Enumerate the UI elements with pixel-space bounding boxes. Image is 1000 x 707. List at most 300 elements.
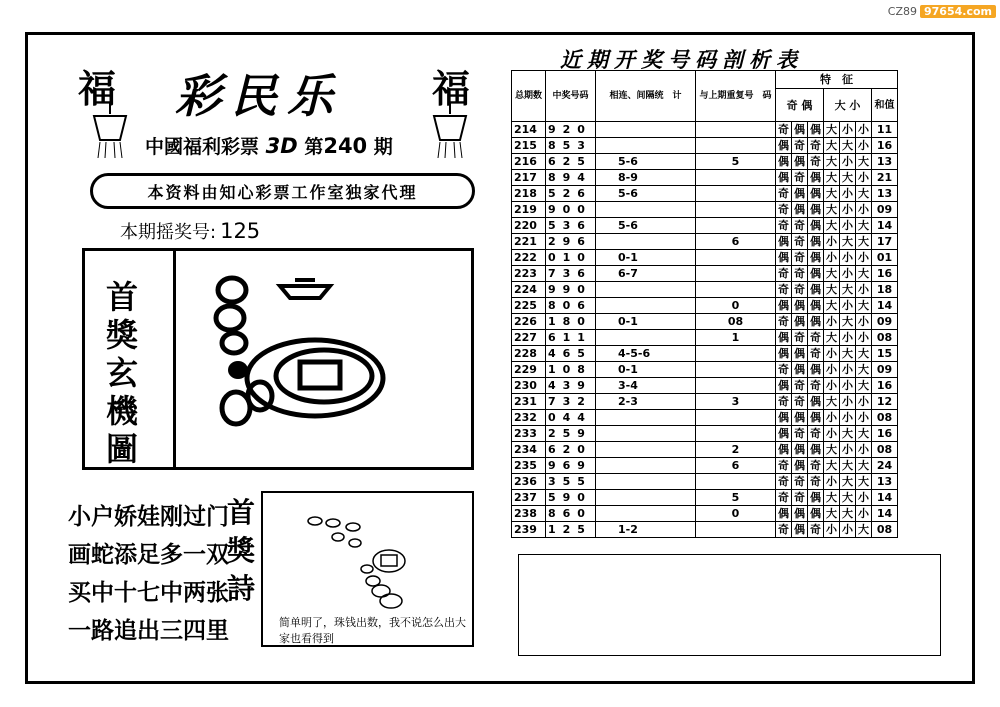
header-number: 中奖号码: [546, 71, 596, 122]
watermark-site: 97654.com: [920, 5, 996, 18]
cell-parity: 偶: [792, 202, 808, 218]
cell-number: 860: [546, 506, 596, 522]
cell-number: 259: [546, 426, 596, 442]
puzzle-divider: [173, 251, 176, 467]
issue-3d: 3D: [265, 134, 298, 158]
cell-parity: 偶: [792, 154, 808, 170]
cell-gap: 0-1: [596, 362, 696, 378]
cell-size: 小: [856, 122, 872, 138]
cell-parity: 偶: [776, 410, 792, 426]
table-row: [512, 522, 898, 538]
cell-issue: 218: [512, 186, 546, 202]
cell-sum: 09: [872, 202, 898, 218]
table-row: [512, 154, 898, 170]
watermark: [885, 2, 996, 20]
cell-size: 大: [824, 458, 840, 474]
cell-parity: 偶: [808, 362, 824, 378]
cell-size: 小: [856, 314, 872, 330]
cell-size: 大: [856, 218, 872, 234]
cell-size: 小: [840, 122, 856, 138]
cell-parity: 奇: [792, 426, 808, 442]
cell-parity: 奇: [808, 474, 824, 490]
cell-number: 625: [546, 154, 596, 170]
cell-size: 小: [824, 410, 840, 426]
header-sum: 和值: [872, 89, 898, 122]
cell-issue: 232: [512, 410, 546, 426]
cell-size: 大: [856, 186, 872, 202]
cell-repeat: [696, 426, 776, 442]
cell-parity: 偶: [808, 218, 824, 234]
cell-size: 小: [824, 362, 840, 378]
cell-parity: 奇: [792, 378, 808, 394]
cell-size: 小: [840, 298, 856, 314]
cell-size: 大: [840, 170, 856, 186]
cell-sum: 24: [872, 458, 898, 474]
puzzle-label-char: 圖: [105, 430, 138, 468]
header-feature: 特 征: [776, 71, 898, 89]
header-size: 大 小: [824, 89, 872, 122]
cell-parity: 奇: [776, 522, 792, 538]
cell-size: 大: [824, 330, 840, 346]
cell-sum: 13: [872, 186, 898, 202]
cell-size: 大: [856, 362, 872, 378]
table-row: [512, 442, 898, 458]
cell-size: 小: [856, 442, 872, 458]
table-row: [512, 458, 898, 474]
cell-size: 小: [856, 282, 872, 298]
cell-gap: [596, 298, 696, 314]
cell-parity: 偶: [808, 394, 824, 410]
cell-number: 732: [546, 394, 596, 410]
table-row: [512, 202, 898, 218]
cell-number: 590: [546, 490, 596, 506]
cell-sum: 16: [872, 426, 898, 442]
cell-size: 小: [824, 378, 840, 394]
cell-issue: 236: [512, 474, 546, 490]
cell-parity: 奇: [808, 458, 824, 474]
cell-gap: 0-1: [596, 250, 696, 266]
lantern-tassel-left: [80, 100, 140, 160]
cell-repeat: 6: [696, 458, 776, 474]
cell-size: 大: [856, 234, 872, 250]
header-issue: 总期数: [512, 71, 546, 122]
cell-sum: 09: [872, 362, 898, 378]
cell-sum: 15: [872, 346, 898, 362]
cell-parity: 奇: [776, 122, 792, 138]
cell-gap: [596, 506, 696, 522]
cell-sum: 18: [872, 282, 898, 298]
cell-number: 296: [546, 234, 596, 250]
cell-repeat: [696, 202, 776, 218]
cell-size: 小: [856, 394, 872, 410]
cell-size: 大: [856, 266, 872, 282]
cell-repeat: [696, 122, 776, 138]
cell-parity: 偶: [792, 442, 808, 458]
cell-size: 大: [824, 170, 840, 186]
cell-number: 620: [546, 442, 596, 458]
cell-number: 536: [546, 218, 596, 234]
table-title: 近期开奖号码剖析表: [560, 47, 803, 72]
cell-parity: 偶: [776, 154, 792, 170]
cell-gap: [596, 330, 696, 346]
cell-size: 小: [840, 202, 856, 218]
cell-repeat: [696, 266, 776, 282]
cell-sum: 09: [872, 314, 898, 330]
cell-parity: 偶: [808, 170, 824, 186]
cell-size: 大: [824, 154, 840, 170]
table-row: [512, 394, 898, 410]
cell-size: 大: [824, 394, 840, 410]
cell-repeat: [696, 410, 776, 426]
cell-issue: 235: [512, 458, 546, 474]
header-gap: 相连、间隔统 计: [596, 71, 696, 122]
table-row: [512, 346, 898, 362]
cell-parity: 偶: [808, 442, 824, 458]
cell-size: 小: [840, 362, 856, 378]
header-repeat: 与上期重复号 码: [696, 71, 776, 122]
cell-size: 大: [824, 298, 840, 314]
cell-number: 969: [546, 458, 596, 474]
cell-size: 小: [840, 442, 856, 458]
cell-size: 小: [824, 314, 840, 330]
cell-number: 611: [546, 330, 596, 346]
cell-repeat: 1: [696, 330, 776, 346]
table-row: [512, 474, 898, 490]
table-row: [512, 266, 898, 282]
table-row: [512, 506, 898, 522]
poem-line: 一路追出三四里: [68, 618, 229, 644]
poem-title-char: 詩: [226, 572, 255, 605]
cell-parity: 偶: [808, 202, 824, 218]
cell-parity: 奇: [776, 458, 792, 474]
draw-number: 125: [220, 219, 261, 243]
issue-di: 第: [304, 136, 324, 158]
cell-sum: 16: [872, 378, 898, 394]
cell-size: 小: [840, 410, 856, 426]
cell-size: 小: [856, 170, 872, 186]
draw-number-line: [120, 218, 260, 244]
cell-parity: 奇: [792, 330, 808, 346]
cell-size: 大: [856, 298, 872, 314]
cell-size: 大: [840, 506, 856, 522]
cell-parity: 奇: [792, 170, 808, 186]
cell-parity: 偶: [808, 410, 824, 426]
puzzle-label-char: 獎: [105, 316, 138, 354]
cell-parity: 偶: [776, 170, 792, 186]
table-row: [512, 378, 898, 394]
cell-parity: 偶: [792, 458, 808, 474]
fu-left: 福: [78, 66, 117, 111]
cell-issue: 230: [512, 378, 546, 394]
cell-size: 大: [840, 490, 856, 506]
cell-repeat: [696, 346, 776, 362]
cell-issue: 238: [512, 506, 546, 522]
cell-repeat: 3: [696, 394, 776, 410]
cell-parity: 奇: [808, 522, 824, 538]
prize-poem: [68, 498, 229, 650]
cell-parity: 奇: [776, 490, 792, 506]
table-row: [512, 410, 898, 426]
cell-size: 大: [840, 474, 856, 490]
cell-repeat: 2: [696, 442, 776, 458]
cell-size: 大: [840, 314, 856, 330]
cell-repeat: 5: [696, 154, 776, 170]
lantern-tassel-right: [420, 100, 480, 160]
cell-sum: 16: [872, 138, 898, 154]
cell-parity: 偶: [776, 346, 792, 362]
cell-parity: 奇: [776, 394, 792, 410]
cell-parity: 偶: [776, 330, 792, 346]
cell-repeat: [696, 522, 776, 538]
puzzle-label: [102, 278, 142, 468]
cell-parity: 偶: [792, 298, 808, 314]
cell-parity: 偶: [776, 442, 792, 458]
cell-parity: 奇: [792, 266, 808, 282]
cell-parity: 偶: [776, 426, 792, 442]
cell-size: 小: [856, 138, 872, 154]
cell-parity: 偶: [808, 266, 824, 282]
cell-parity: 偶: [776, 250, 792, 266]
cell-repeat: [696, 186, 776, 202]
cell-parity: 奇: [792, 490, 808, 506]
cell-parity: 偶: [808, 122, 824, 138]
cell-size: 大: [824, 266, 840, 282]
cell-issue: 231: [512, 394, 546, 410]
cell-number: 108: [546, 362, 596, 378]
cell-size: 小: [824, 234, 840, 250]
cell-number: 736: [546, 266, 596, 282]
cell-sum: 14: [872, 298, 898, 314]
cell-size: 大: [824, 282, 840, 298]
cell-repeat: [696, 474, 776, 490]
hint-caption: 简单明了，珠钱出数，我不说怎么出大家也看得到: [279, 616, 466, 645]
cell-number: 355: [546, 474, 596, 490]
cell-parity: 奇: [776, 314, 792, 330]
cell-size: 大: [824, 122, 840, 138]
table-row: [512, 250, 898, 266]
poem-line: 买中十七中两张: [68, 580, 229, 606]
cell-issue: 217: [512, 170, 546, 186]
cell-size: 小: [856, 250, 872, 266]
table-row: [512, 234, 898, 250]
cell-parity: 奇: [792, 394, 808, 410]
cell-parity: 奇: [776, 202, 792, 218]
cell-size: 大: [824, 490, 840, 506]
cell-size: 小: [840, 394, 856, 410]
cell-gap: [596, 122, 696, 138]
cell-size: 小: [840, 154, 856, 170]
cell-sum: 08: [872, 410, 898, 426]
cell-parity: 奇: [808, 378, 824, 394]
cell-size: 大: [856, 522, 872, 538]
cell-sum: 12: [872, 394, 898, 410]
cell-parity: 偶: [808, 250, 824, 266]
cell-gap: [596, 138, 696, 154]
cell-number: 900: [546, 202, 596, 218]
cell-size: 小: [824, 522, 840, 538]
cell-issue: 215: [512, 138, 546, 154]
cell-size: 大: [824, 186, 840, 202]
cell-sum: 08: [872, 442, 898, 458]
cell-parity: 偶: [792, 362, 808, 378]
cell-parity: 偶: [792, 522, 808, 538]
table-row: [512, 282, 898, 298]
cell-size: 大: [824, 138, 840, 154]
agent-banner: 本资料由知心彩票工作室独家代理: [90, 173, 475, 209]
cell-size: 大: [840, 346, 856, 362]
cell-parity: 奇: [792, 282, 808, 298]
cell-size: 小: [824, 250, 840, 266]
cell-sum: 13: [872, 474, 898, 490]
cell-issue: 223: [512, 266, 546, 282]
cell-parity: 偶: [792, 506, 808, 522]
table-row: [512, 330, 898, 346]
cell-parity: 奇: [776, 282, 792, 298]
cell-repeat: [696, 218, 776, 234]
cell-size: 小: [856, 490, 872, 506]
cell-parity: 偶: [808, 314, 824, 330]
table-row: [512, 138, 898, 154]
cell-size: 大: [824, 506, 840, 522]
cell-gap: 0-1: [596, 314, 696, 330]
issue-number: 240: [323, 134, 368, 158]
table-row: [512, 314, 898, 330]
cell-gap: [596, 410, 696, 426]
cell-size: 小: [824, 426, 840, 442]
cell-parity: 奇: [776, 266, 792, 282]
cell-size: 大: [824, 218, 840, 234]
cell-size: 大: [840, 458, 856, 474]
cell-size: 大: [840, 282, 856, 298]
cell-parity: 偶: [808, 490, 824, 506]
cell-gap: 3-4: [596, 378, 696, 394]
cell-issue: 239: [512, 522, 546, 538]
cell-gap: [596, 442, 696, 458]
table-row: [512, 186, 898, 202]
cell-issue: 224: [512, 282, 546, 298]
fu-right: 福: [432, 66, 471, 111]
cell-parity: 奇: [808, 426, 824, 442]
draw-label: 本期摇奖号:: [120, 222, 217, 243]
cell-repeat: 6: [696, 234, 776, 250]
cell-parity: 奇: [776, 362, 792, 378]
cell-parity: 奇: [776, 474, 792, 490]
cell-repeat: [696, 282, 776, 298]
cell-size: 大: [856, 378, 872, 394]
cell-sum: 16: [872, 266, 898, 282]
cell-issue: 219: [512, 202, 546, 218]
cell-parity: 偶: [792, 314, 808, 330]
cell-size: 大: [840, 138, 856, 154]
cell-parity: 偶: [808, 282, 824, 298]
cell-gap: 5-6: [596, 154, 696, 170]
cell-number: 125: [546, 522, 596, 538]
cell-sum: 14: [872, 506, 898, 522]
cell-size: 大: [856, 154, 872, 170]
cell-size: 小: [856, 202, 872, 218]
cell-parity: 偶: [776, 378, 792, 394]
cell-gap: [596, 234, 696, 250]
cell-issue: 221: [512, 234, 546, 250]
cell-issue: 216: [512, 154, 546, 170]
cell-repeat: 0: [696, 506, 776, 522]
cell-parity: 偶: [792, 410, 808, 426]
cell-number: 806: [546, 298, 596, 314]
table-row: [512, 218, 898, 234]
cell-number: 920: [546, 122, 596, 138]
cell-size: 小: [840, 186, 856, 202]
table-row: [512, 170, 898, 186]
cell-gap: [596, 474, 696, 490]
puzzle-label-char: 機: [105, 392, 138, 430]
cell-size: 大: [856, 474, 872, 490]
cell-repeat: 5: [696, 490, 776, 506]
cell-sum: 17: [872, 234, 898, 250]
header-parity: 奇 偶: [776, 89, 824, 122]
cell-parity: 偶: [808, 506, 824, 522]
cell-repeat: [696, 378, 776, 394]
cell-parity: 奇: [808, 330, 824, 346]
cell-issue: 227: [512, 330, 546, 346]
cell-sum: 14: [872, 490, 898, 506]
cell-gap: [596, 202, 696, 218]
cell-sum: 08: [872, 522, 898, 538]
cell-parity: 奇: [792, 250, 808, 266]
cell-size: 小: [840, 266, 856, 282]
poem-line: 画蛇添足多一双: [68, 542, 229, 568]
cell-issue: 228: [512, 346, 546, 362]
cell-number: 465: [546, 346, 596, 362]
cell-gap: [596, 282, 696, 298]
cell-sum: 08: [872, 330, 898, 346]
cell-number: 526: [546, 186, 596, 202]
cell-parity: 奇: [792, 234, 808, 250]
cell-parity: 奇: [792, 218, 808, 234]
cell-parity: 偶: [792, 346, 808, 362]
puzzle-picture: [200, 258, 400, 438]
cell-size: 小: [840, 218, 856, 234]
cell-size: 大: [824, 442, 840, 458]
issue-line: [145, 132, 393, 159]
puzzle-label-char: 首: [105, 278, 138, 316]
issue-prefix: 中國福利彩票: [145, 136, 260, 158]
cell-gap: 4-5-6: [596, 346, 696, 362]
cell-parity: 偶: [792, 122, 808, 138]
cell-parity: 奇: [808, 138, 824, 154]
cell-sum: 11: [872, 122, 898, 138]
cell-size: 大: [856, 346, 872, 362]
cell-number: 894: [546, 170, 596, 186]
poem-title-char: 首: [226, 496, 255, 529]
cell-parity: 偶: [776, 234, 792, 250]
puzzle-label-char: 玄: [105, 354, 138, 392]
cell-size: 大: [840, 426, 856, 442]
cell-issue: 233: [512, 426, 546, 442]
table-row: [512, 122, 898, 138]
cell-sum: 14: [872, 218, 898, 234]
table-row: [512, 362, 898, 378]
table-row: [512, 426, 898, 442]
cell-gap: 8-9: [596, 170, 696, 186]
poem-line: 小户娇娃刚过门: [68, 504, 229, 530]
cell-parity: 奇: [792, 474, 808, 490]
cell-issue: 226: [512, 314, 546, 330]
cell-repeat: [696, 250, 776, 266]
poem-title-char: 獎: [226, 534, 255, 567]
hint-box: [261, 491, 474, 647]
cell-parity: 偶: [792, 186, 808, 202]
cell-size: 小: [856, 410, 872, 426]
